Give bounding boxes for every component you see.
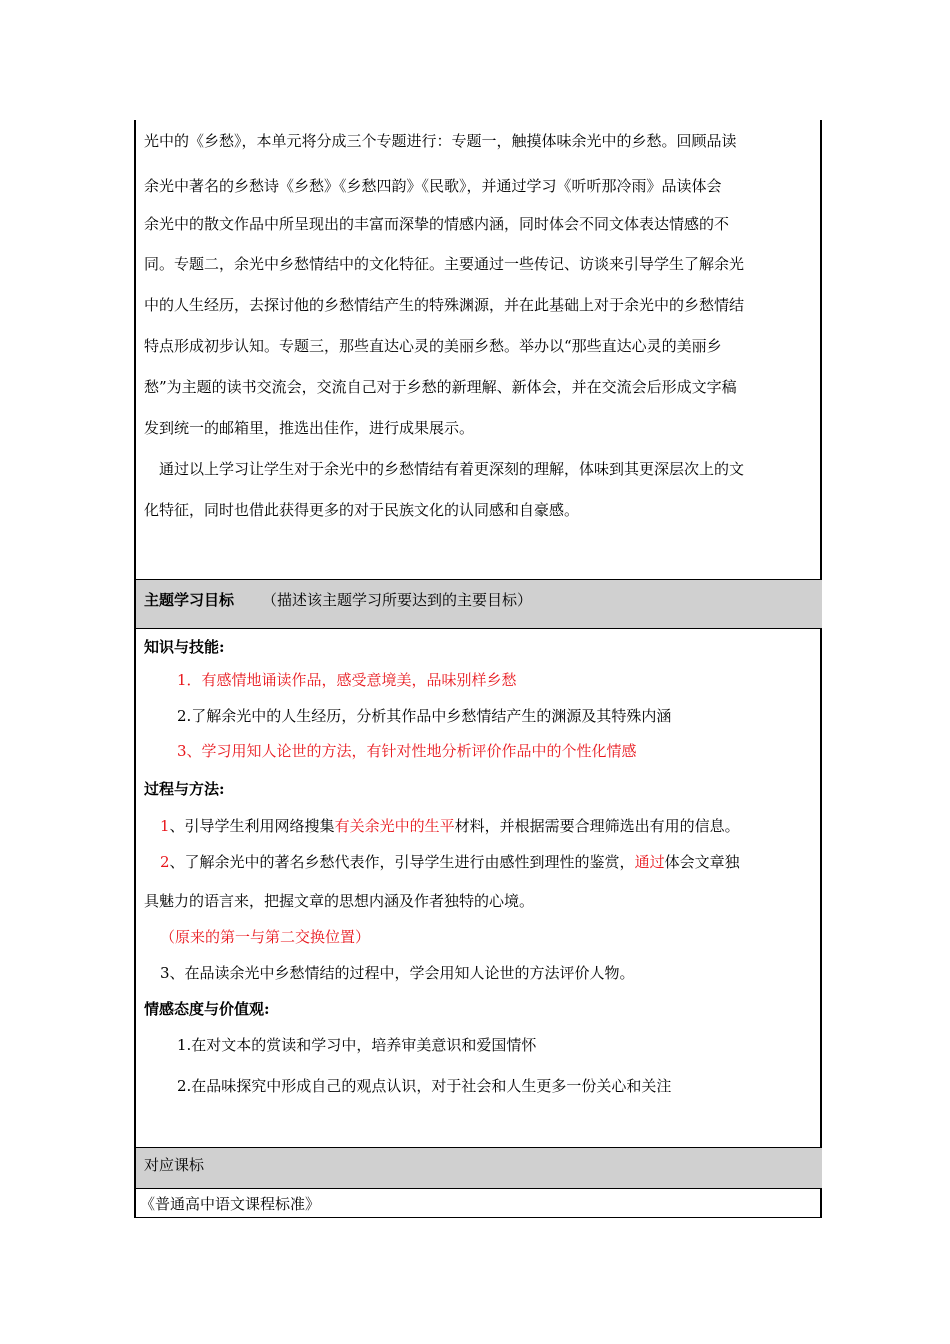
emotion-item-1: 1.在对文本的赏读和学习中，培养审美意识和爱国情怀 bbox=[177, 1036, 537, 1054]
emotion-item-2: 2.在品味探究中形成自己的观点认识，对于社会和人生更多一份关心和关注 bbox=[177, 1077, 672, 1095]
process-note: （原来的第一与第二交换位置） bbox=[160, 928, 371, 946]
intro-line: 发到统一的邮箱里，推选出佳作，进行成果展示。 bbox=[144, 419, 475, 437]
process-item-1 bbox=[160, 815, 740, 836]
goals-hint: （描述该主题学习所要达到的主要目标） bbox=[262, 591, 533, 609]
process-item-1-number: 1 bbox=[160, 817, 170, 835]
process-item-2-number: 2 bbox=[160, 853, 170, 871]
intro-line: 中的人生经历，去探讨他的乡愁情结产生的特殊渊源，并在此基础上对于余光中的乡愁情结 bbox=[144, 296, 745, 314]
standards-header bbox=[136, 1147, 822, 1189]
table-bottom-border bbox=[136, 1217, 822, 1218]
intro-line: 愁”为主题的读书交流会，交流自己对于乡愁的新理解、新体会，并在交流会后形成文字稿 bbox=[144, 378, 737, 396]
summary-line: 通过以上学习让学生对于余光中的乡愁情结有着更深刻的理解，体味到其更深层次上的文 bbox=[159, 460, 745, 478]
standards-value: 《普通高中语文课程标准》 bbox=[140, 1195, 321, 1213]
process-item-2-text-end: 体会文章独 bbox=[664, 853, 740, 871]
knowledge-item-2: 2.了解余光中的人生经历，分析其作品中乡愁情结产生的渊源及其特殊内涵 bbox=[177, 707, 672, 725]
goals-title: 主题学习目标 bbox=[144, 591, 235, 609]
intro-line: 余光中著名的乡愁诗《乡愁》《乡愁四韵》《民歌》，并通过学习《听听那冷雨》品读体会 bbox=[144, 177, 722, 195]
process-item-2 bbox=[160, 851, 740, 872]
intro-line: 光中的《乡愁》，本单元将分成三个专题进行：专题一，触摸体味余光中的乡愁。回顾品读 bbox=[144, 132, 737, 150]
knowledge-heading: 知识与技能: bbox=[144, 638, 225, 656]
process-item-1-highlight: 有关余光中的生平 bbox=[334, 817, 455, 835]
process-heading: 过程与方法: bbox=[144, 780, 225, 798]
process-item-2-highlight: 通过 bbox=[634, 853, 665, 871]
process-item-1-text-end: 材料，并根据需要合理筛选出有用的信息。 bbox=[454, 817, 740, 835]
process-item-3: 3、在品读余光中乡愁情结的过程中，学会用知人论世的方法评价人物。 bbox=[160, 964, 635, 982]
knowledge-item-1: 1．有感情地诵读作品，感受意境美，品味别样乡愁 bbox=[177, 671, 517, 689]
intro-line: 特点形成初步认知。专题三，那些直达心灵的美丽乡愁。举办以“那些直达心灵的美丽乡 bbox=[144, 337, 722, 355]
process-item-1-text: 、引导学生利用网络搜集 bbox=[169, 817, 335, 835]
intro-line: 余光中的散文作品中所呈现出的丰富而深挚的情感内涵，同时体会不同文体表达情感的不 bbox=[144, 215, 730, 233]
summary-line: 化特征，同时也借此获得更多的对于民族文化的认同感和自豪感。 bbox=[144, 501, 580, 519]
intro-line: 同。专题二，余光中乡愁情结中的文化特征。主要通过一些传记、访谈来引导学生了解余光 bbox=[144, 255, 745, 273]
process-item-2-text: 、了解余光中的著名乡愁代表作，引导学生进行由感性到理性的鉴赏， bbox=[169, 853, 635, 871]
process-item-2-continued: 具魅力的语言来，把握文章的思想内涵及作者独特的心境。 bbox=[144, 892, 535, 910]
emotion-heading: 情感态度与价值观: bbox=[144, 1000, 270, 1018]
standards-title: 对应课标 bbox=[144, 1156, 205, 1174]
knowledge-item-3: 3、学习用知人论世的方法，有针对性地分析评价作品中的个性化情感 bbox=[177, 742, 637, 760]
